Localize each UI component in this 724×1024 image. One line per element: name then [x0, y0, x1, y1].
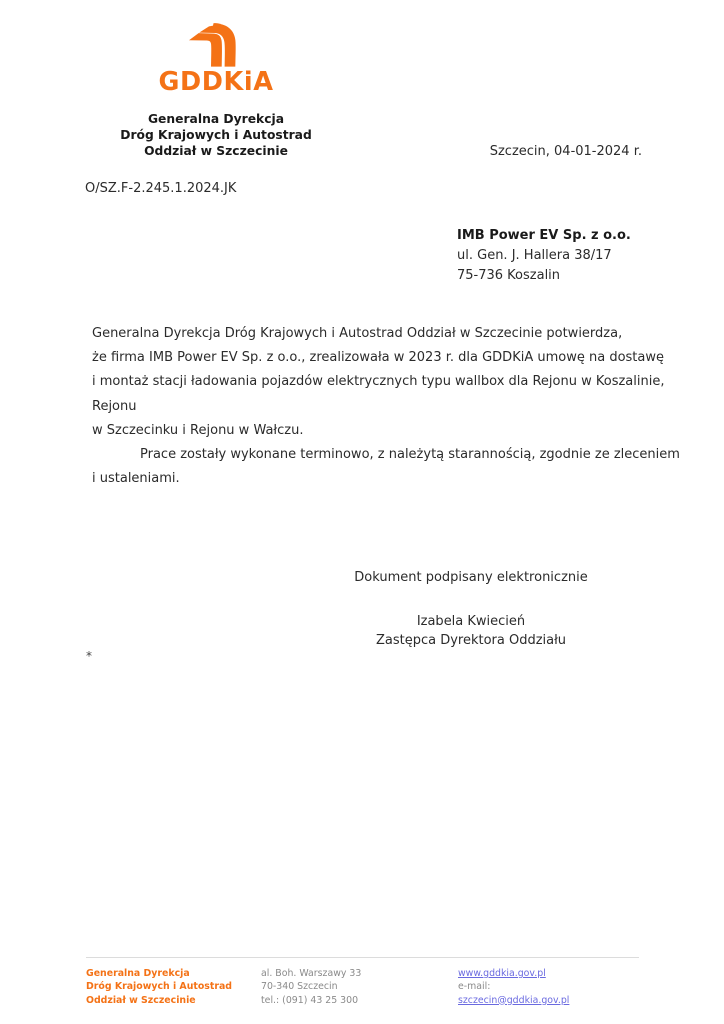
body-line-2: że firma IMB Power EV Sp. z o.o., zrealizowała w 2023 r. dla GDDKiA umowę na dostawę	[92, 350, 664, 366]
page-footer	[86, 967, 646, 1013]
place-and-date: Szczecin, 04-01-2024 r.	[489, 144, 642, 159]
addressee-block	[457, 226, 631, 285]
letterhead-org-line-1: Generalna Dyrekcja	[147, 111, 285, 126]
footer-org-line-3: Oddział w Szczecinie	[86, 994, 196, 1006]
footer-org-line-2: Dróg Krajowych i Autostrad	[86, 981, 233, 993]
signatory-role: Zastępca Dyrektora Oddziału	[375, 633, 567, 648]
footer-address-city: 70-340 Szczecin	[261, 981, 338, 993]
body-line-1: Generalna Dyrekcja Dróg Krajowych i Autostrad Oddział w Szczecinie potwierdza,	[92, 326, 623, 341]
footer-email-link[interactable]: szczecin@gddkia.gov.pl	[458, 994, 570, 1006]
gddkia-wordmark: GDDKiA	[158, 67, 274, 97]
addressee-street: ul. Gen. J. Hallera 38/17	[457, 247, 612, 263]
body-line-3: i montaż stacji ładowania pojazdów elektrycznych typu wallbox dla Rejonu w Koszalinie,	[92, 374, 665, 390]
footer-org-column	[86, 967, 266, 1007]
electronic-signature-note: Dokument podpisany elektronicznie	[354, 570, 588, 585]
footer-email-row	[458, 980, 658, 1007]
footer-email-label: e-mail:	[458, 981, 491, 993]
footer-address-column	[261, 967, 451, 1007]
body-line-7: i ustaleniami.	[92, 471, 180, 487]
gddkia-logo	[86, 22, 346, 96]
reference-number: O/SZ.F-2.245.1.2024.JK	[85, 181, 237, 196]
footer-divider	[86, 957, 639, 958]
footnote-asterisk: *	[86, 649, 92, 663]
body-line-4: Rejonu	[92, 398, 137, 414]
letterhead-org-line-3: Oddział w Szczecinie	[144, 144, 288, 159]
letter-body	[92, 322, 680, 491]
footer-website-link[interactable]: www.gddkia.gov.pl	[458, 968, 546, 979]
addressee-city: 75-736 Koszalin	[457, 267, 561, 283]
signatory-name: Izabela Kwiecień	[416, 613, 526, 629]
signature-block	[300, 568, 642, 651]
body-line-6: Prace zostały wykonane terminowo, z należytą starannością, zgodnie ze zleceniem	[140, 447, 680, 463]
letterhead-org-line-2: Dróg Krajowych i Autostrad	[120, 127, 312, 142]
footer-phone: tel.: (091) 43 25 300	[261, 994, 359, 1006]
footer-org-line-1: Generalna Dyrekcja	[86, 968, 190, 979]
footer-contact-column	[458, 967, 658, 1007]
footer-address-street: al. Boh. Warszawy 33	[261, 968, 362, 979]
addressee-company: IMB Power EV Sp. z o.o.	[457, 228, 631, 243]
body-line-5: w Szczecinku i Rejonu w Wałczu.	[92, 422, 304, 438]
gddkia-eagle-logo-icon	[183, 22, 249, 68]
letterhead	[86, 22, 346, 159]
